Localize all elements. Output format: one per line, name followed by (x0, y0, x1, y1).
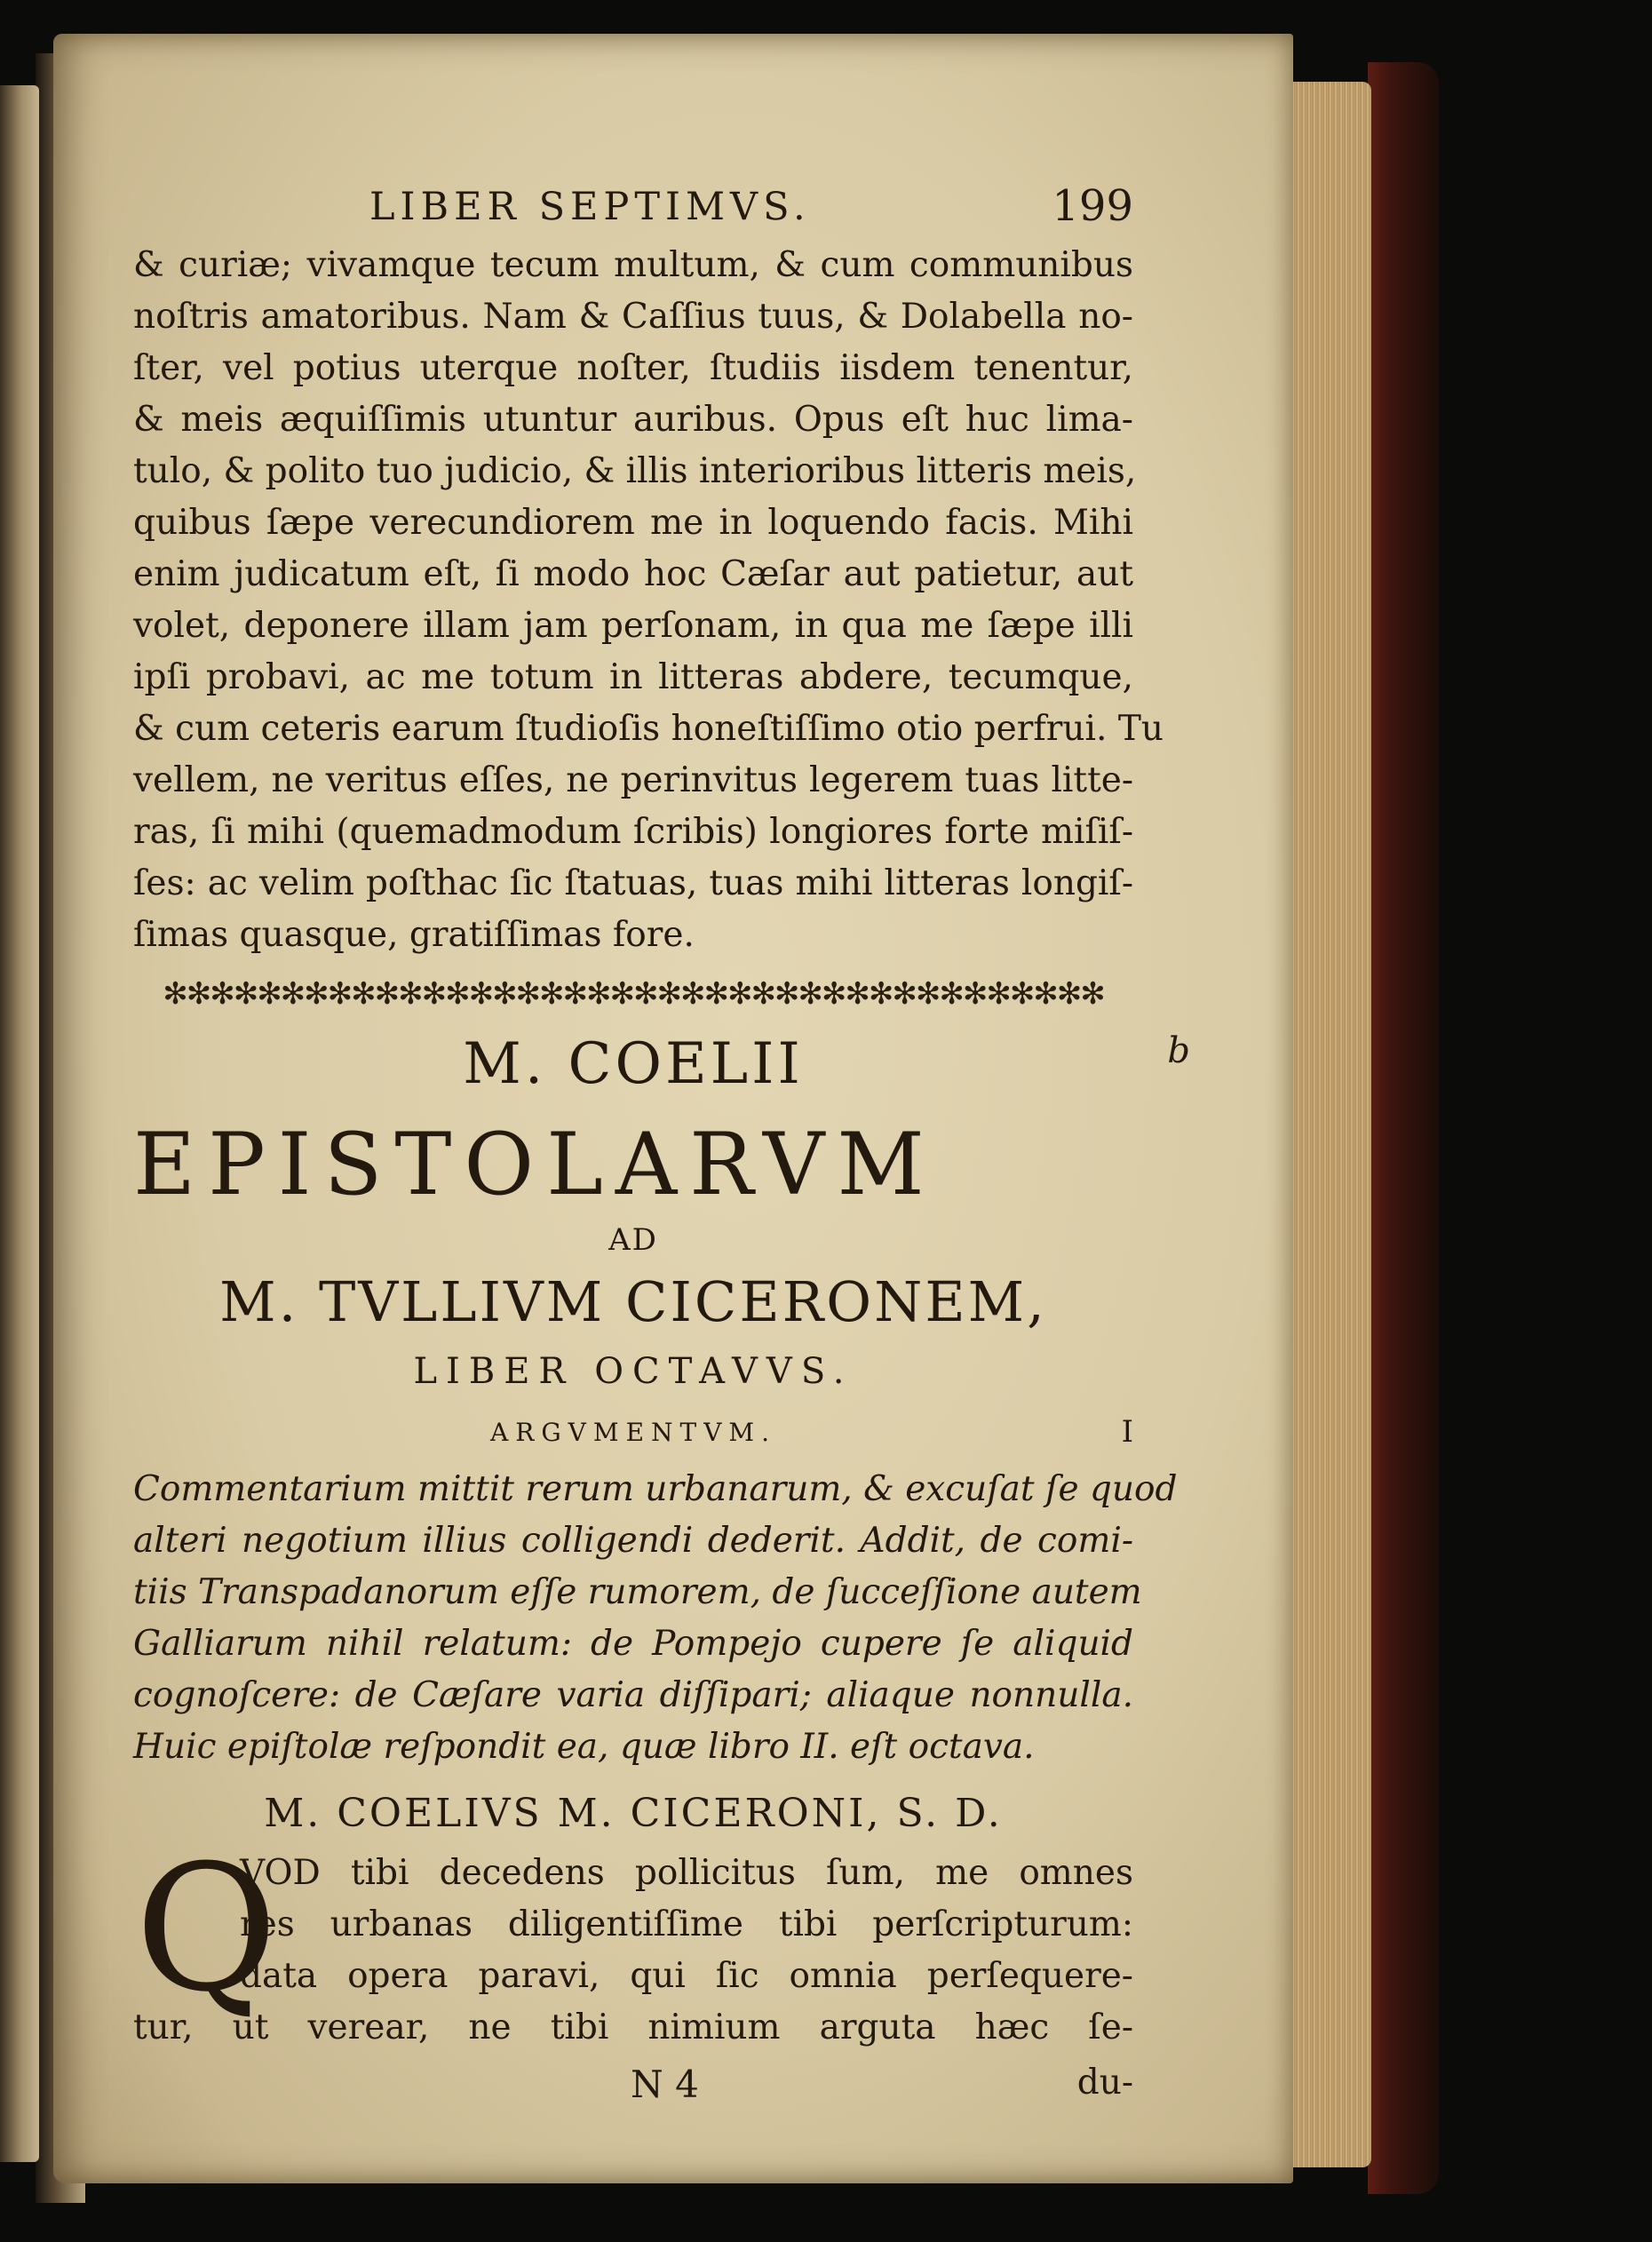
body-line: ras, ſi mihi (quemadmodum ſcribis) longiores forte miſiſ- (133, 812, 1133, 852)
title-row-coelii (133, 1022, 1190, 1107)
body-line: noſtris amatoribus. Nam & Caſſius tuus, & Dolabella no- (133, 297, 1133, 337)
letter-line: data opera paravi, qui ſic omnia perſequere- (240, 1956, 1133, 1996)
argumentum-line: alteri negotium illius colligendi dederit. Addit, de comi- (133, 1521, 1133, 1561)
letter-opening (133, 1828, 1133, 2057)
argumentum-heading: ARGVMENTVM. (490, 1418, 776, 1447)
running-head: LIBER SEPTIMVS. (369, 185, 811, 229)
body-line: tulo, & polito tuo judicio, & illis interioribus litteris meis, (133, 451, 1137, 491)
letter-salutation: M. COELIVS M. CICERONI, S. D. (264, 1791, 1003, 1836)
marginal-letter-number: I (1121, 1414, 1133, 1450)
title-epistolarum: EPISTOLARVM (133, 1115, 937, 1214)
title-liber-octavus: LIBER OCTAVVS. (413, 1351, 854, 1392)
title-ad: AD (608, 1222, 658, 1258)
title-coelii: M. COELII (463, 1031, 804, 1097)
body-line: & curiæ; vivamque tecum multum, & cum communibus (133, 245, 1133, 285)
argumentum-heading-row (133, 1402, 1133, 1464)
body-line: & cum ceteris earum ſtudioſis honeſtiſſimo otio perfrui. Tu (133, 709, 1164, 749)
body-paragraph (133, 240, 1164, 961)
argumentum-line: Huic epiſtolæ reſpondit ea, quæ libro II. eſt octava. (133, 1727, 1035, 1767)
body-line: quibus ſæpe verecundiorem me in loquendo facis. Mihi (133, 503, 1133, 543)
page-number: 199 (1052, 181, 1133, 231)
argumentum-line: cognoſcere: de Cæſare varia diſſipari; aliaque nonnulla. (133, 1675, 1133, 1715)
title-tullium-ciceronem: M. TVLLIVM CICERONEM, (219, 1269, 1047, 1334)
ornament-rule: ✻✻✻✻✻✻✻✻✻✻✻✻✻✻✻✻✻✻✻✻✻✻✻✻✻✻✻✻✻✻✻✻✻✻✻✻✻✻✻✻ (163, 977, 1104, 1011)
page-text-block (133, 169, 1190, 2111)
page-fore-edge (1290, 82, 1371, 2167)
argumentum-text (133, 1464, 1178, 1773)
body-line: ſimas quasque, gratiſſimas fore. (133, 915, 695, 955)
book-cover-edge (1368, 62, 1439, 2194)
body-line: enim judicatum eſt, ſi modo hoc Cæſar aut patietur, aut (133, 554, 1133, 594)
letter-line: tur, ut verear, ne tibi nimium arguta hæc ſe- (133, 2007, 1133, 2047)
argumentum-line: Commentarium mittit rerum urbanarum, & excuſat ſe quod (133, 1469, 1178, 1509)
catchword: du- (1076, 2063, 1133, 2103)
drop-cap-initial: Q (135, 1828, 278, 2031)
body-line: ſter, vel potius uterque noſter, ſtudiis iisdem tenentur, (133, 348, 1133, 388)
signature-mark: N 4 (631, 2063, 699, 2106)
body-line: volet, deponere illam jam perſonam, in qua me ſæpe illi (133, 606, 1133, 646)
body-line: ipſi probavi, ac me totum in litteras abdere, tecumque, (133, 657, 1133, 697)
letter-line: VOD tibi decedens pollicitus ſum, me omnes (240, 1853, 1133, 1893)
body-line: & meis æquiſſimis utuntur auribus. Opus eſt huc lima- (133, 400, 1133, 440)
indented-lines (240, 1848, 1133, 2002)
left-facing-page (0, 85, 39, 2162)
argumentum-line: tiis Transpadanorum eſſe rumorem, de ſucceſſione autem (133, 1572, 1142, 1612)
body-line: vellem, ne veritus eſſes, ne perinvitus legerem tuas litte- (133, 760, 1133, 800)
argumentum-line: Galliarum nihil relatum: de Pompejo cupere ſe aliquid (133, 1624, 1133, 1664)
page-footer (133, 2057, 1133, 2111)
body-line: ſes: ac velim poſthac ſic ſtatuas, tuas mihi litteras longiſ- (133, 863, 1133, 903)
page-header (133, 169, 1133, 240)
margin-mark: b (1167, 1030, 1190, 1071)
letter-line: res urbanas diligentiſſime tibi perſcripturum: (240, 1904, 1133, 1944)
